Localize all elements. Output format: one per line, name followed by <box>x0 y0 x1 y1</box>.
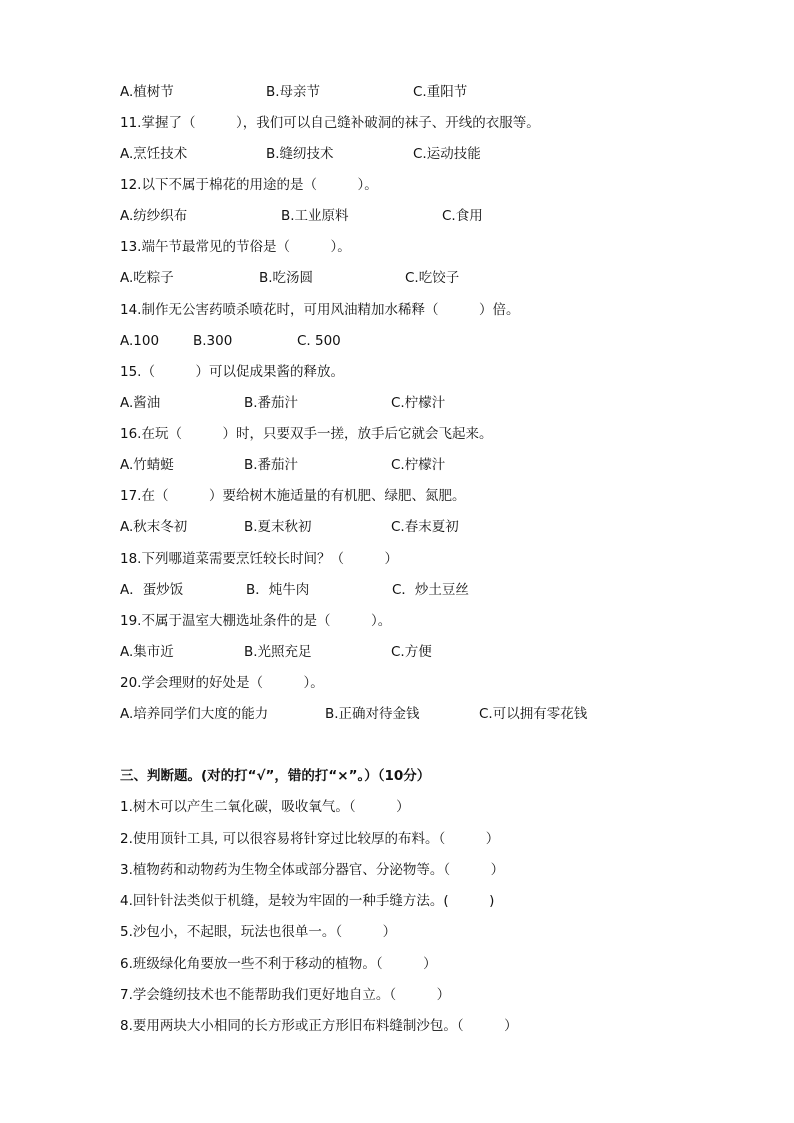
q17-stem: 17.在（ ）要给树木施适量的有机肥、绿肥、氮肥。 <box>120 488 466 504</box>
q12-option-c: C.食用 <box>442 208 483 224</box>
section3-heading: 三、判断题。(对的打“√”，错的打“×”。）（10分） <box>120 768 431 784</box>
q12-stem: 12.以下不属于棉花的用途的是（ ）。 <box>120 177 378 193</box>
judge-item-7: 7.学会缝纫技术也不能帮助我们更好地自立。（ ） <box>120 987 451 1003</box>
q17-option-c: C.春末夏初 <box>391 519 459 535</box>
q18-option-b: B．炖牛肉 <box>246 582 310 598</box>
q20-option-a: A.培养同学们大度的能力 <box>120 706 269 722</box>
q20-option-c: C.可以拥有零花钱 <box>479 706 588 722</box>
q12-option-b: B.工业原料 <box>281 208 349 224</box>
q15-option-b: B.番茄汁 <box>244 395 299 411</box>
q16-option-c: C.柠檬汁 <box>391 457 446 473</box>
q19-option-c: C.方便 <box>391 644 432 660</box>
q10-option-a: A.植树节 <box>120 84 174 100</box>
q15-option-c: C.柠檬汁 <box>391 395 446 411</box>
q14-option-b: B.300 <box>193 333 233 349</box>
q13-option-a: A.吃粽子 <box>120 270 174 286</box>
q18-option-a: A．蛋炒饭 <box>120 582 184 598</box>
q16-option-a: A.竹蜻蜓 <box>120 457 174 473</box>
q12-option-a: A.纺纱织布 <box>120 208 188 224</box>
q17-option-a: A.秋末冬初 <box>120 519 188 535</box>
q15-option-a: A.酱油 <box>120 395 161 411</box>
q16-stem: 16.在玩（ ）时，只要双手一搓，放手后它就会飞起来。 <box>120 426 493 442</box>
judge-item-8: 8.要用两块大小相同的长方形或正方形旧布料缝制沙包。（ ） <box>120 1018 518 1034</box>
q18-option-c: C．炒土豆丝 <box>392 582 469 598</box>
q13-option-c: C.吃饺子 <box>405 270 460 286</box>
q18-stem: 18.下列哪道菜需要烹饪较长时间？（ ） <box>120 551 398 567</box>
judge-item-2: 2.使用顶针工具, 可以很容易将针穿过比较厚的布料。（ ） <box>120 831 500 847</box>
q17-option-b: B.夏末秋初 <box>244 519 312 535</box>
q11-stem: 11.掌握了（ ），我们可以自己缝补破洞的袜子、开线的衣服等。 <box>120 115 540 131</box>
q15-stem: 15.（ ）可以促成果酱的释放。 <box>120 364 344 380</box>
judge-item-3: 3.植物药和动物药为生物全体或部分器官、分泌物等。（ ） <box>120 862 505 878</box>
q19-option-a: A.集市近 <box>120 644 174 660</box>
q11-option-b: B.缝纫技术 <box>266 146 334 162</box>
judge-item-5: 5.沙包小，不起眼，玩法也很单一。（ ） <box>120 924 397 940</box>
q13-option-b: B.吃汤圆 <box>259 270 314 286</box>
q14-option-c: C. 500 <box>297 333 341 349</box>
q20-stem: 20.学会理财的好处是（ ）。 <box>120 675 324 691</box>
q14-stem: 14.制作无公害药喷杀喷花时，可用风油精加水稀释（ ）倍。 <box>120 302 520 318</box>
q11-option-c: C.运动技能 <box>413 146 481 162</box>
q10-option-b: B.母亲节 <box>266 84 321 100</box>
q13-stem: 13.端午节最常见的节俗是（ ）。 <box>120 239 351 255</box>
judge-item-6: 6.班级绿化角要放一些不利于移动的植物。（ ） <box>120 956 437 972</box>
q19-stem: 19.不属于温室大棚选址条件的是（ ）。 <box>120 613 392 629</box>
judge-item-1: 1.树木可以产生二氧化碳，吸收氧气。（ ） <box>120 799 410 815</box>
q11-option-a: A.烹饪技术 <box>120 146 188 162</box>
q10-option-c: C.重阳节 <box>413 84 468 100</box>
judge-item-4: 4.回针针法类似于机缝，是较为牢固的一种手缝方法。( ) <box>120 893 495 909</box>
q16-option-b: B.番茄汁 <box>244 457 299 473</box>
q14-option-a: A.100 <box>120 333 160 349</box>
q19-option-b: B.光照充足 <box>244 644 312 660</box>
q20-option-b: B.正确对待金钱 <box>325 706 420 722</box>
